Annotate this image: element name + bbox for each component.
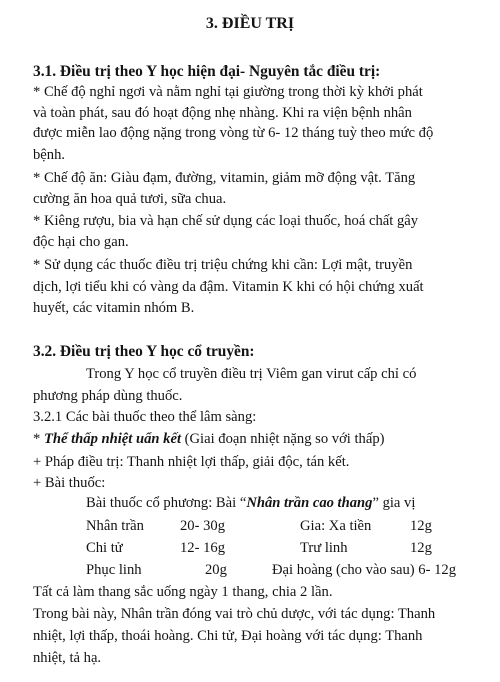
subsection-heading: 3.2.1 Các bài thuốc theo thể lâm sàng: <box>33 409 257 425</box>
clinical-form-note: (Giai đoạn nhiệt nặng so với thấp) <box>181 431 385 447</box>
paragraph-line: phương pháp dùng thuốc. <box>33 388 183 404</box>
herb-dose: 20- 30g <box>180 518 225 534</box>
clinical-form-line <box>33 430 384 448</box>
paragraph-line: huyết, các vitamin nhóm B. <box>33 300 195 316</box>
paragraph-line: cường ăn hoa quả tươi, sữa chua. <box>33 191 227 207</box>
paragraph-line: * Kiêng rượu, bia và hạn chế sử dụng các loại thuốc, hoá chất gây <box>33 213 419 229</box>
paragraph-line: độc hại cho gan. <box>33 234 129 250</box>
herb-name: Trư linh <box>300 540 348 556</box>
herb-name: Nhân trần <box>86 518 144 534</box>
section-heading-traditional: 3.2. Điều trị theo Y học cổ truyền: <box>33 343 255 360</box>
herb-name: Đại hoàng (cho vào sau) 6- 12g <box>272 562 456 578</box>
paragraph-line: dịch, lợi tiểu khi có vàng da đậm. Vitamin K khi có hội chứng xuất <box>33 279 424 295</box>
paragraph-line: Tất cả làm thang sắc uống ngày 1 thang, chia 2 lần. <box>33 584 333 600</box>
remedy-name: Nhân trần cao thang <box>246 495 373 511</box>
paragraph-line: Trong bài này, Nhân trần đóng vai trò chủ dược, với tác dụng: Thanh <box>33 606 436 622</box>
paragraph-line: nhiệt, lợi thấp, thoái hoàng. Chi tử, Đại hoàng với tác dụng: Thanh <box>33 628 423 644</box>
paragraph-line: * Sử dụng các thuốc điều trị triệu chứng khi cần: Lợi mật, truyền <box>33 257 413 273</box>
herb-name: Gia: Xa tiền <box>300 518 372 534</box>
treatment-method: + Pháp điều trị: Thanh nhiệt lợi thấp, giải độc, tán kết. <box>33 454 350 470</box>
herb-name: Chi tử <box>86 540 123 556</box>
herb-dose: 20g <box>205 562 227 578</box>
remedy-line <box>86 494 415 512</box>
herb-dose: 12g <box>410 518 432 534</box>
clinical-form-name: Thể thấp nhiệt uẩn kết <box>43 431 181 447</box>
section-heading-modern: 3.1. Điều trị theo Y học hiện đại- Nguyên tắc điều trị: <box>33 63 381 80</box>
paragraph-line: được miễn lao động nặng trong vòng từ 6- 12 tháng tuỳ theo mức độ <box>33 125 434 141</box>
bullet-star: * <box>33 431 41 447</box>
page-title: 3. ĐIỀU TRỊ <box>205 15 295 32</box>
herb-name: Phục linh <box>86 562 142 578</box>
herb-dose: 12g <box>410 540 432 556</box>
remedy-label: + Bài thuốc: <box>33 475 106 491</box>
remedy-suffix: ” gia vị <box>372 495 416 511</box>
paragraph-line: * Chế độ ăn: Giàu đạm, đường, vitamin, giảm mỡ động vật. Tăng <box>33 170 416 186</box>
herb-dose: 12- 16g <box>180 540 225 556</box>
paragraph-line: * Chế độ nghỉ ngơi và nằm nghỉ tại giường trong thời kỳ khởi phát <box>33 84 423 100</box>
paragraph-line: Trong Y học cổ truyền điều trị Viêm gan virut cấp chỉ có <box>86 366 417 382</box>
paragraph-line: bệnh. <box>33 147 66 163</box>
paragraph-line: nhiệt, tả hạ. <box>33 650 102 666</box>
paragraph-line: và toàn phát, sau đó hoạt động nhẹ nhàng. Khi ra viện bệnh nhân <box>33 105 412 121</box>
remedy-prefix: Bài thuốc cổ phương: Bài “ <box>86 495 247 511</box>
